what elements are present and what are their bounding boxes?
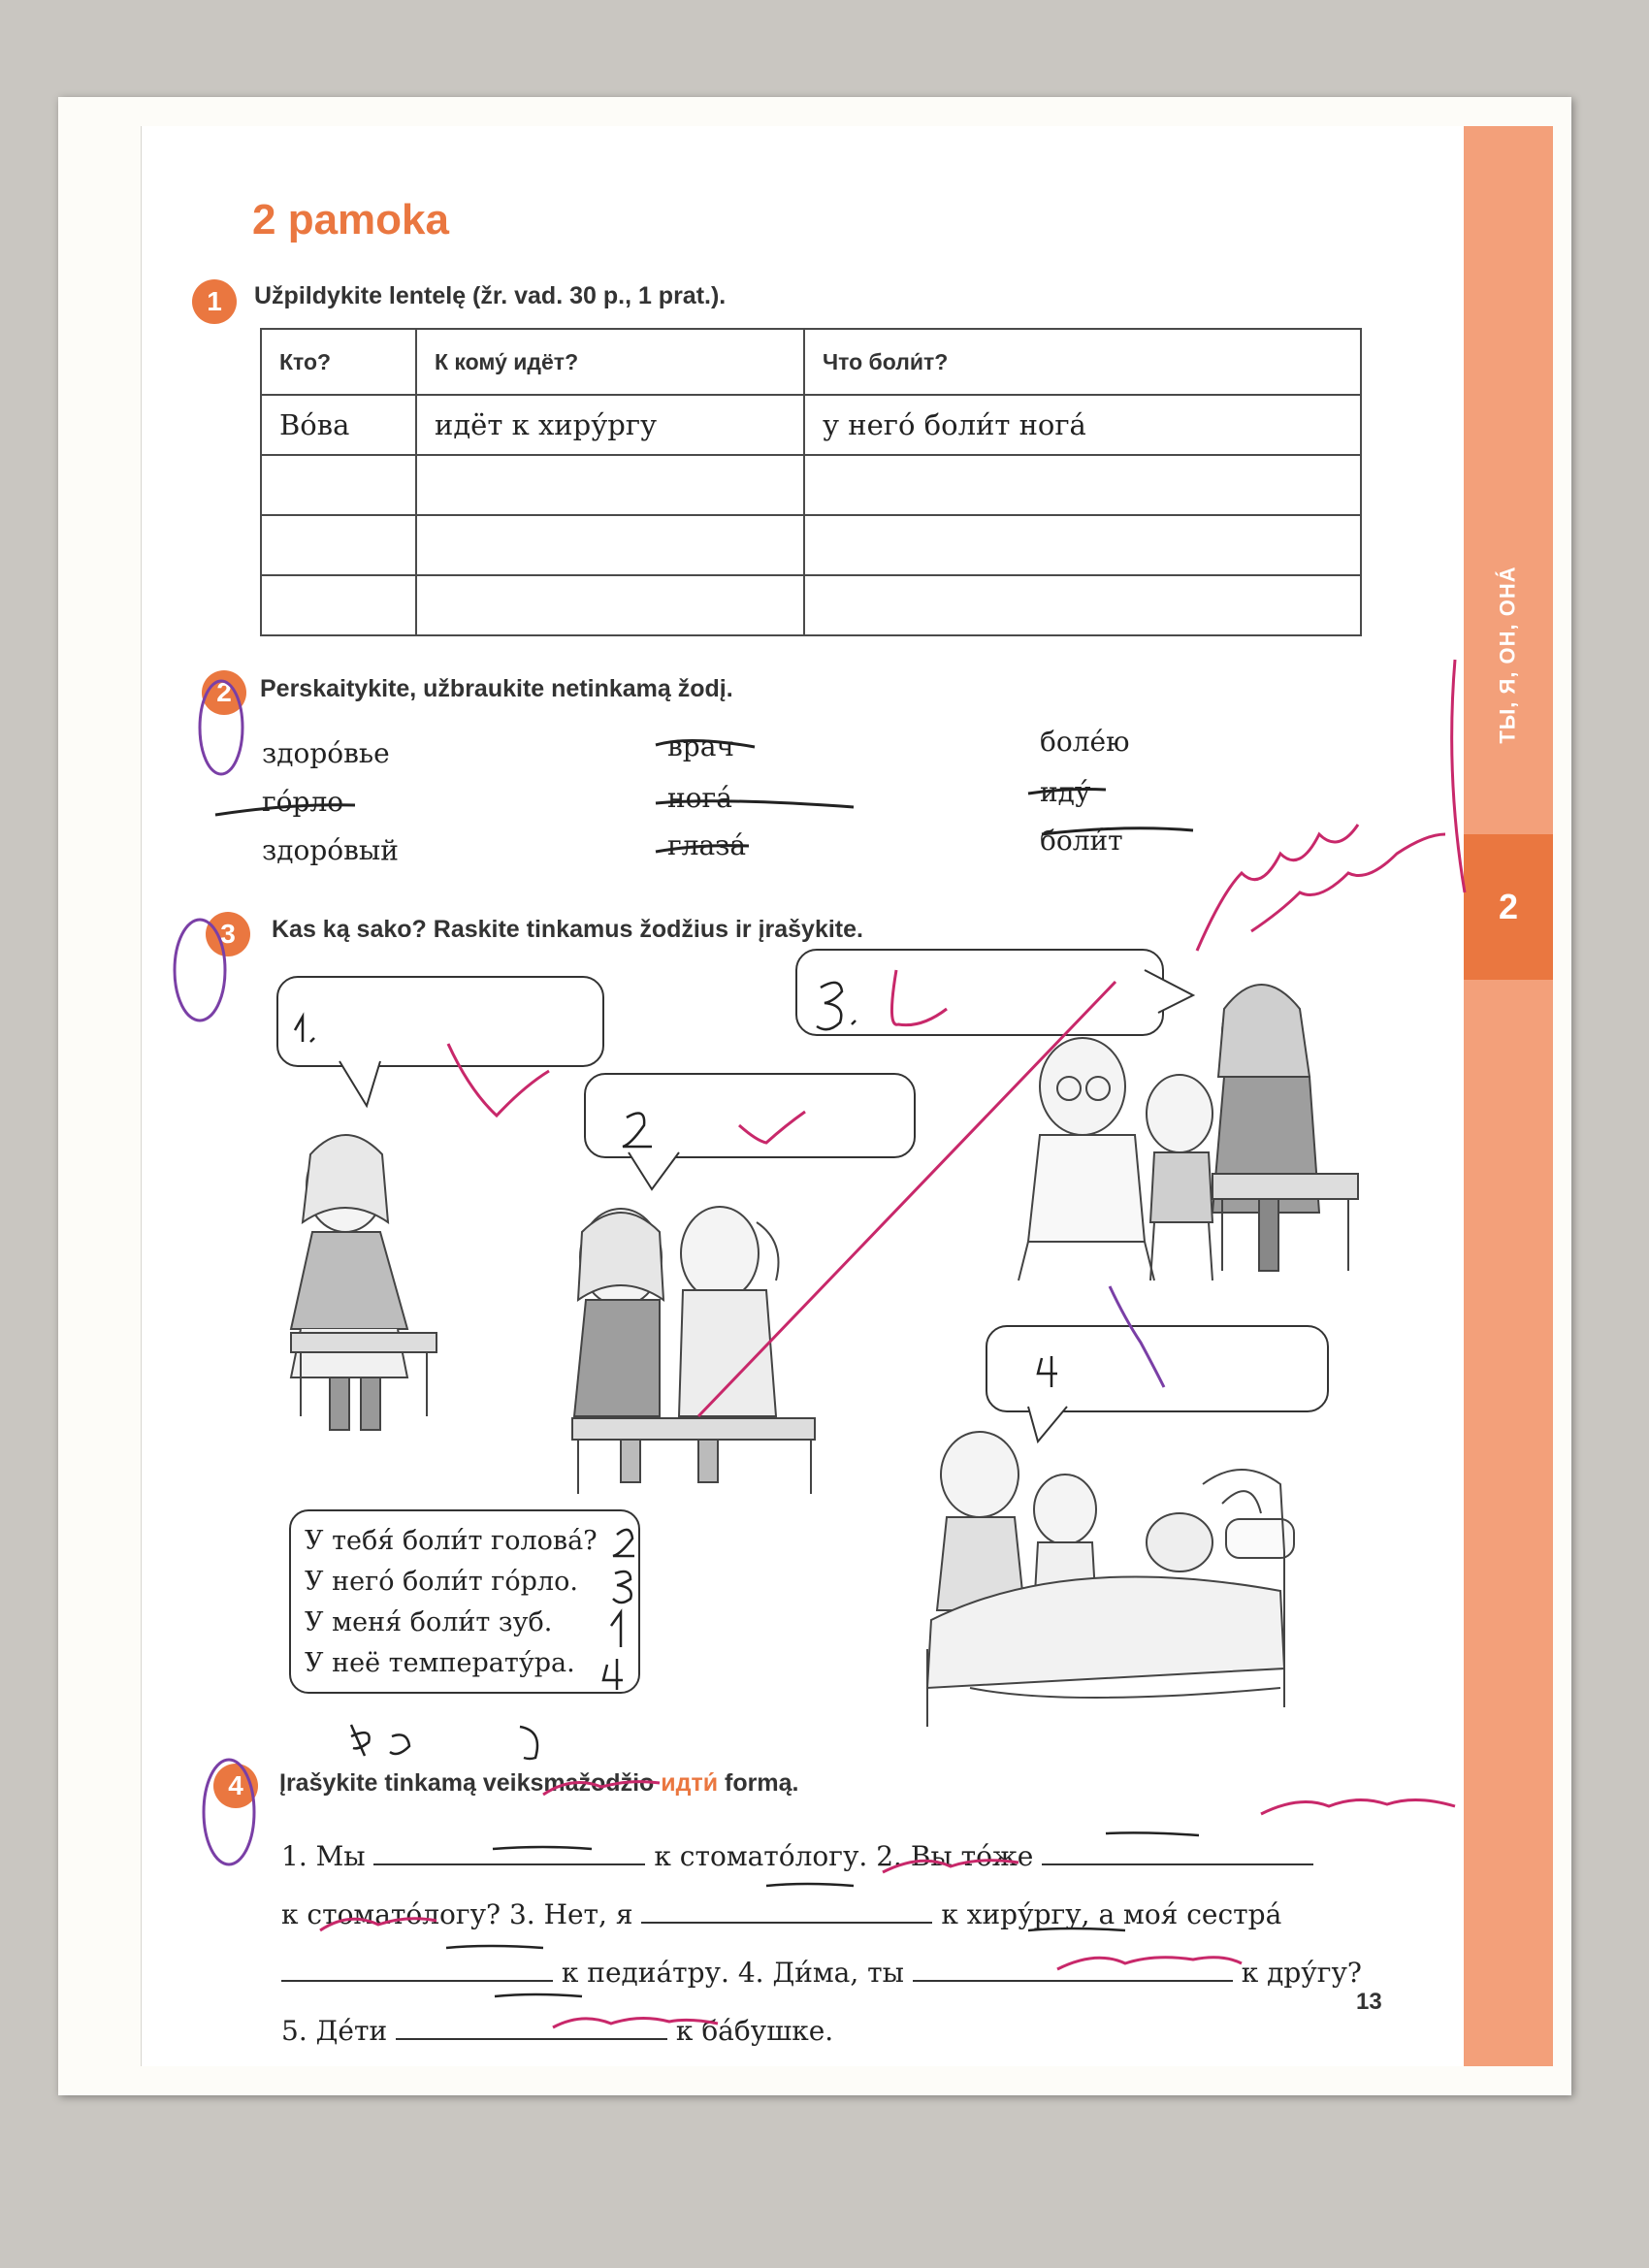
table-cell[interactable]	[416, 515, 804, 575]
table-cell[interactable]	[416, 575, 804, 635]
word-option: го́рло	[262, 786, 344, 818]
exercise-3-number: 3	[206, 912, 250, 956]
exercise-4-number: 4	[213, 1764, 258, 1808]
speech-bubble-3[interactable]	[795, 949, 1164, 1036]
table-header-row	[261, 329, 1361, 395]
exercise-4-instruction: Įrašykite tinkamą veiksmažodžio идти́ formą.	[279, 1769, 799, 1797]
section-tab	[1464, 126, 1553, 2066]
exercise-1-number: 1	[192, 279, 237, 324]
word-option: здоро́вый	[262, 834, 399, 866]
table-header-cell: Кто?	[261, 329, 416, 395]
word-option: врач	[667, 730, 734, 762]
table-header-cell: Что боли́т?	[804, 329, 1361, 395]
verb-highlight: идти́	[661, 1769, 719, 1797]
exercise-4-text	[281, 1828, 1387, 2060]
phrase-item: У неё температу́ра.	[305, 1648, 575, 1678]
section-title: ТЫ, Я, ОН, ОНА́	[1496, 566, 1521, 744]
table-cell[interactable]: идёт к хиру́ргу	[416, 395, 804, 455]
phrase-item: У тебя́ боли́т голова́?	[305, 1526, 598, 1556]
phrase-box	[289, 1509, 640, 1694]
exercise-2-number: 2	[202, 670, 246, 715]
table-cell[interactable]: у него́ боли́т нога́	[804, 395, 1361, 455]
table-cell[interactable]	[261, 455, 416, 515]
speech-bubble-1[interactable]	[276, 976, 604, 1067]
word-option: здоро́вье	[262, 737, 390, 769]
word-option: нога́	[667, 782, 732, 814]
sentence-line: 1. Мы к стомато́логу. 2. Вы то́же	[281, 1828, 1387, 1886]
word-option: глаза́	[667, 829, 747, 861]
sentence-line: 5. Де́ти к ба́бушке.	[281, 2002, 1387, 2060]
answer-blank[interactable]	[641, 1893, 932, 1924]
exercise-3-instruction: Kas ką sako? Raskite tinkamus žodžius ir įrašykite.	[272, 916, 863, 943]
phrase-item: У него́ боли́т го́рло.	[305, 1567, 578, 1597]
table-row	[261, 515, 1361, 575]
table-cell[interactable]	[804, 455, 1361, 515]
table-row	[261, 395, 1361, 455]
answer-blank[interactable]	[913, 1951, 1233, 1982]
table-cell[interactable]: Во́ва	[261, 395, 416, 455]
answer-blank[interactable]	[373, 1834, 645, 1865]
page-number: 13	[1356, 1989, 1382, 2015]
section-title-vertical	[1464, 504, 1553, 805]
speech-bubble-4[interactable]	[986, 1325, 1329, 1412]
word-option: боли́т	[1040, 825, 1123, 857]
answer-blank[interactable]	[1042, 1834, 1313, 1865]
table-cell[interactable]	[261, 515, 416, 575]
table-row	[261, 575, 1361, 635]
exercise-1-table	[260, 328, 1362, 636]
speech-bubble-2[interactable]	[584, 1073, 916, 1158]
table-cell[interactable]	[804, 515, 1361, 575]
answer-blank[interactable]	[281, 1951, 553, 1982]
lesson-title: 2 pamoka	[252, 196, 449, 243]
word-option: боле́ю	[1040, 726, 1130, 758]
exercise-2-instruction: Perskaitykite, užbraukite netinkamą žodį.	[260, 675, 733, 702]
table-cell[interactable]	[261, 575, 416, 635]
sentence-line: к стомато́логу? 3. Нет, я к хиру́ргу, а моя́ сестра́	[281, 1886, 1387, 1944]
section-number: 2	[1464, 834, 1553, 980]
phrase-item: У меня́ боли́т зуб.	[305, 1607, 553, 1637]
table-header-cell: К кому́ идёт?	[416, 329, 804, 395]
word-option: иду́	[1040, 776, 1091, 808]
table-cell[interactable]	[416, 455, 804, 515]
table-cell[interactable]	[804, 575, 1361, 635]
table-row	[261, 455, 1361, 515]
sentence-line: к педиа́тру. 4. Ди́ма, ты к дру́гу?	[281, 1944, 1387, 2002]
answer-blank[interactable]	[396, 2009, 667, 2040]
exercise-1-instruction: Užpildykite lentelę (žr. vad. 30 p., 1 prat.).	[254, 282, 727, 309]
